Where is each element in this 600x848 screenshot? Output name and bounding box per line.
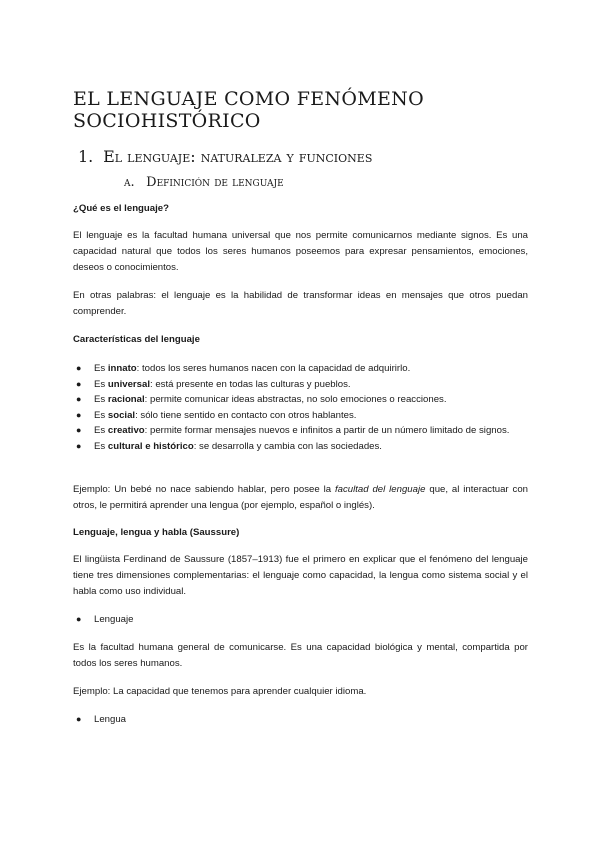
paragraph-example-1	[73, 482, 528, 514]
bullet-icon: ●	[76, 363, 82, 373]
paragraph-example-2: Ejemplo: La capacidad que tenemos para aprender cualquier idioma.	[73, 686, 367, 697]
example-1-after: que, al interactuar con otros, le permitirá aprender una lengua (por ejemplo, español o inglés).	[73, 484, 528, 511]
bullet-icon: ●	[76, 394, 82, 404]
characteristic-prefix: Es	[94, 440, 108, 452]
document-title: EL LENGUAJE COMO FENÓMENO SOCIOHISTÓRICO	[73, 88, 424, 132]
bullet-icon: ●	[76, 409, 82, 420]
characteristic-prefix: Es	[94, 378, 108, 390]
paragraph-definition: El lenguaje es la facultad humana universal que nos permite comunicarnos mediante signos. Es una capacidad natural que todos los seres humanos poseemos para expresar pensamientos, emociones, deseos o conocimientos.	[73, 230, 528, 273]
characteristic-item	[73, 408, 528, 424]
bullet-icon: ●	[76, 614, 82, 624]
characteristic-description: : todos los seres humanos nacen con la capacidad de adquirirlo.	[136, 363, 411, 374]
characteristic-description: : permite comunicar ideas abstractas, no solo emociones o reacciones.	[144, 394, 447, 405]
characteristic-term: cultural e histórico	[107, 440, 194, 452]
subsection-number: a.	[124, 175, 135, 190]
characteristic-prefix: Es	[94, 425, 108, 436]
bullet-icon: ●	[76, 714, 82, 724]
bullet-lenguaje: Lenguaje	[94, 614, 134, 625]
characteristic-term: creativo	[107, 425, 145, 436]
characteristic-term: universal	[107, 378, 151, 390]
example-1-before: Ejemplo: Un bebé no nace sabiendo hablar, pero posee la	[73, 484, 335, 495]
subsection-heading-a	[124, 175, 284, 190]
characteristic-prefix: Es	[94, 409, 108, 421]
characteristic-term: racional	[107, 394, 145, 405]
characteristic-description: : está presente en todas las culturas y pueblos.	[150, 378, 351, 390]
characteristic-prefix: Es	[94, 394, 108, 405]
bullet-icon: ●	[76, 425, 82, 435]
paragraph-other-words: En otras palabras: el lenguaje es la habilidad de transformar ideas en mensajes que otros puedan comprender.	[73, 290, 528, 317]
section-heading-1	[78, 147, 372, 166]
bullet-lengua-list	[73, 712, 528, 728]
characteristic-description: : se desarrolla y cambia con las sociedades.	[193, 440, 382, 452]
bullet-lengua: Lengua	[94, 714, 127, 725]
example-1-italic: facultad del lenguaje	[334, 484, 426, 495]
section-label: El lenguaje: naturaleza y funciones	[103, 147, 373, 166]
subsection-label: Definición de lenguaje	[146, 175, 284, 190]
characteristic-term: innato	[107, 363, 137, 374]
characteristic-term: social	[107, 409, 136, 421]
characteristics-list	[73, 361, 528, 454]
characteristics-heading: Características del lenguaje	[73, 334, 200, 345]
question-heading: ¿Qué es el lenguaje?	[73, 203, 169, 214]
characteristic-item	[73, 377, 528, 393]
characteristic-description: : sólo tiene sentido en contacto con otros hablantes.	[135, 409, 357, 421]
section-number: 1.	[78, 147, 94, 166]
bullet-icon: ●	[76, 378, 82, 389]
characteristic-item	[73, 423, 528, 439]
paragraph-saussure: El lingüista Ferdinand de Saussure (1857–1913) fue el primero en explicar que el fenómeno del lenguaje tiene tres dimensiones complementarias: el lenguaje como capacidad, la lengua como sistema social y el habla como uso individual.	[73, 554, 528, 597]
paragraph-lenguaje: Es la facultad humana general de comunicarse. Es una capacidad biológica y mental, compartida por todos los seres humanos.	[73, 642, 528, 669]
characteristic-description: : permite formar mensajes nuevos e infinitos a partir de un número limitado de signos.	[144, 425, 510, 436]
characteristic-item	[73, 392, 528, 408]
characteristic-prefix: Es	[94, 363, 108, 374]
list-item	[73, 612, 528, 628]
bullet-lenguaje-list	[73, 612, 528, 628]
list-item	[73, 712, 528, 728]
characteristic-item	[73, 361, 528, 377]
saussure-heading: Lenguaje, lengua y habla (Saussure)	[73, 527, 240, 538]
bullet-icon: ●	[76, 440, 82, 451]
characteristic-item	[73, 439, 528, 455]
